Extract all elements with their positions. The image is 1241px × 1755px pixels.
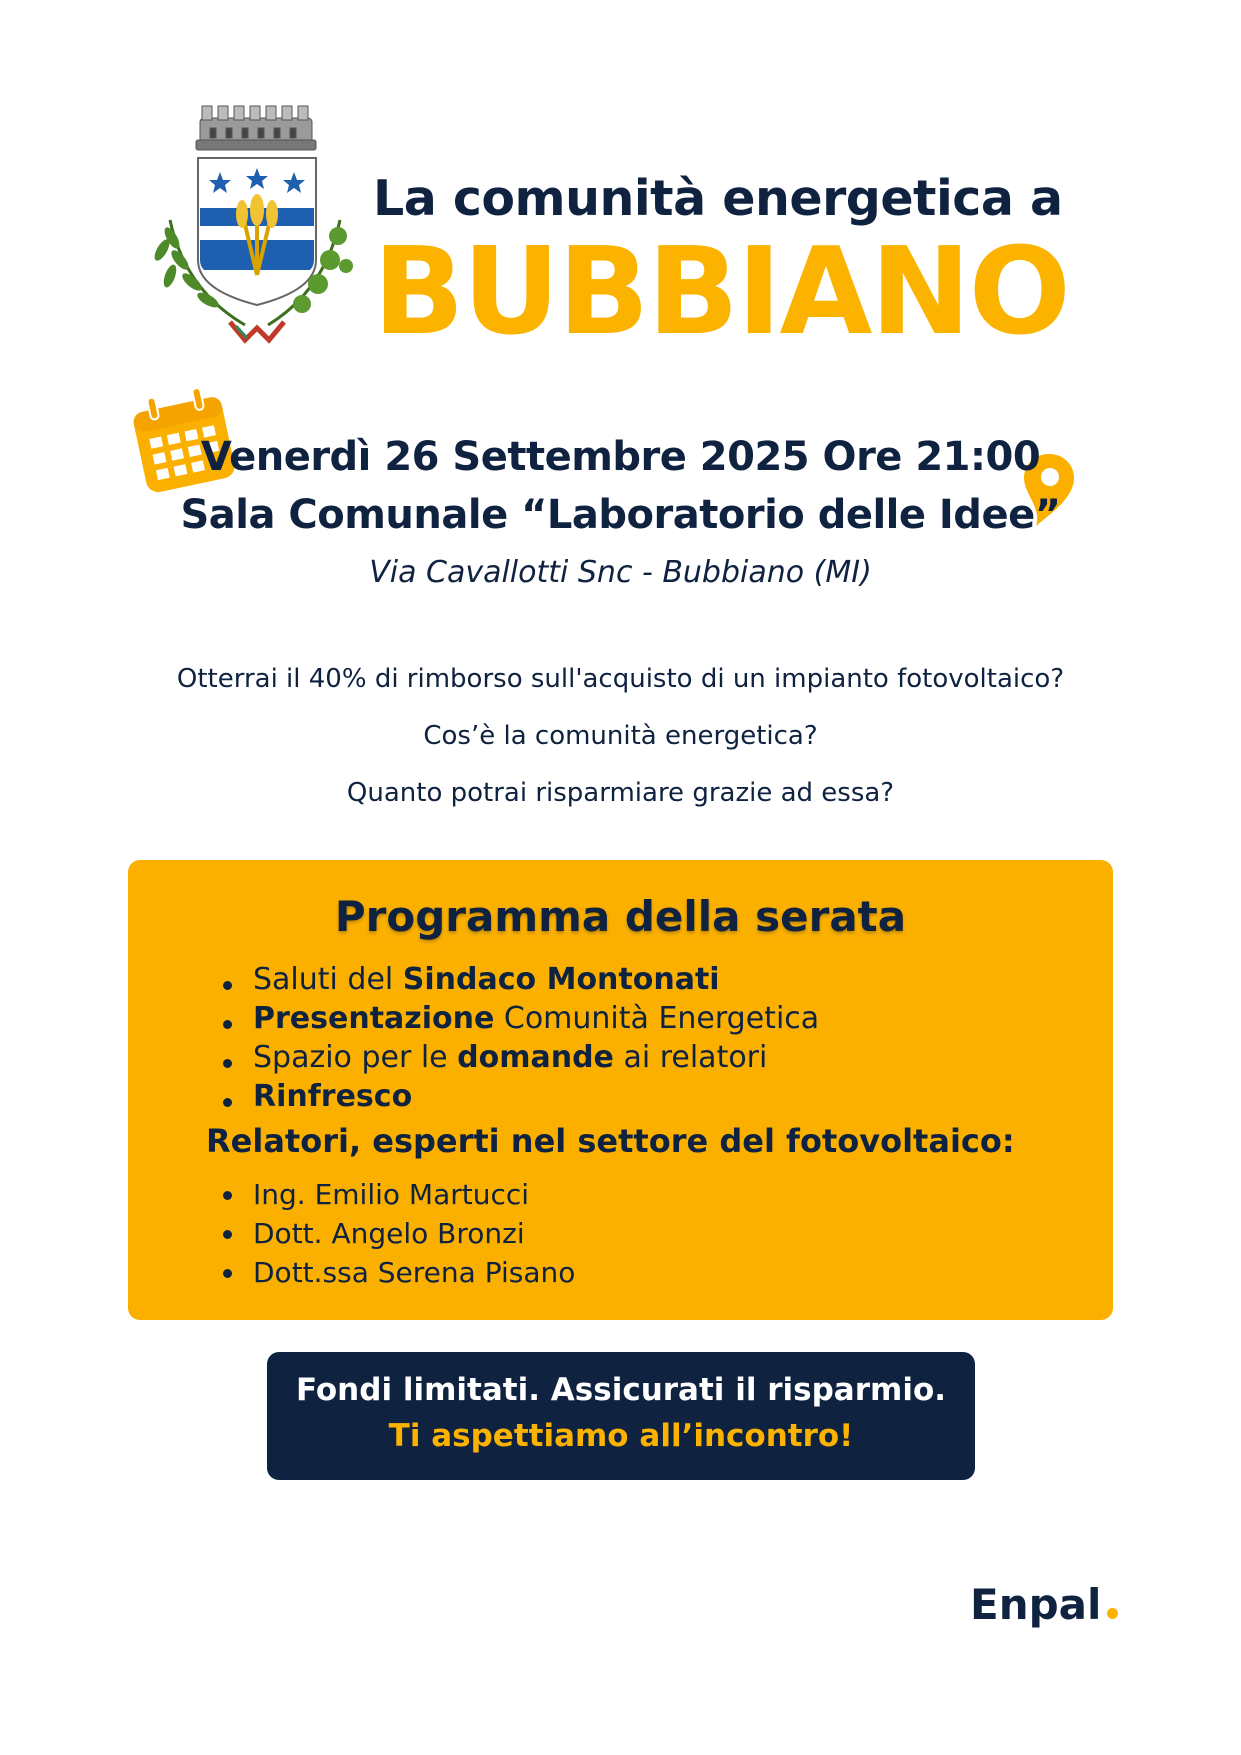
town-name: BUBBIANO bbox=[373, 223, 1069, 362]
event-address: Via Cavallotti Snc - Bubbiano (MI) bbox=[369, 555, 872, 590]
program-box bbox=[128, 860, 1113, 1320]
brand-name: Enpal bbox=[970, 1580, 1102, 1629]
list-item: Rinfresco bbox=[223, 1077, 819, 1116]
list-item: Spazio per le domande ai relatori bbox=[223, 1038, 819, 1077]
program-list bbox=[223, 960, 819, 1116]
questions-section bbox=[0, 662, 1241, 833]
question-3: Quanto potrai risparmiare grazie ad essa? bbox=[346, 778, 895, 808]
cta-line2: Ti aspettiamo all’incontro! bbox=[388, 1418, 854, 1454]
cta-box bbox=[267, 1352, 975, 1480]
list-item: Presentazione Comunità Energetica bbox=[223, 999, 819, 1038]
cta-line1: Fondi limitati. Assicurati il risparmio. bbox=[295, 1372, 947, 1408]
list-item: Dott.ssa Serena Pisano bbox=[223, 1253, 575, 1292]
list-item: Dott. Angelo Bronzi bbox=[223, 1214, 575, 1253]
list-item: Saluti del Sindaco Montonati bbox=[223, 960, 819, 999]
question-2: Cos’è la comunità energetica? bbox=[423, 721, 818, 751]
brand-logo bbox=[970, 1580, 1118, 1629]
speakers-heading: Relatori, esperti nel settore del fotovoltaico: bbox=[206, 1122, 1015, 1160]
brand-dot-icon bbox=[1107, 1608, 1118, 1619]
coat-of-arms-icon bbox=[150, 100, 360, 355]
program-title: Programma della serata bbox=[334, 892, 907, 941]
list-item: Ing. Emilio Martucci bbox=[223, 1175, 575, 1214]
title-line1: La comunità energetica a bbox=[373, 170, 1063, 227]
question-1: Otterrai il 40% di rimborso sull'acquisto di un impianto fotovoltaico? bbox=[176, 664, 1065, 694]
event-date-time: Venerdì 26 Settembre 2025 Ore 21:00 bbox=[200, 434, 1041, 480]
speaker-list bbox=[223, 1175, 575, 1292]
event-venue: Sala Comunale “Laboratorio delle Idee” bbox=[180, 492, 1061, 538]
